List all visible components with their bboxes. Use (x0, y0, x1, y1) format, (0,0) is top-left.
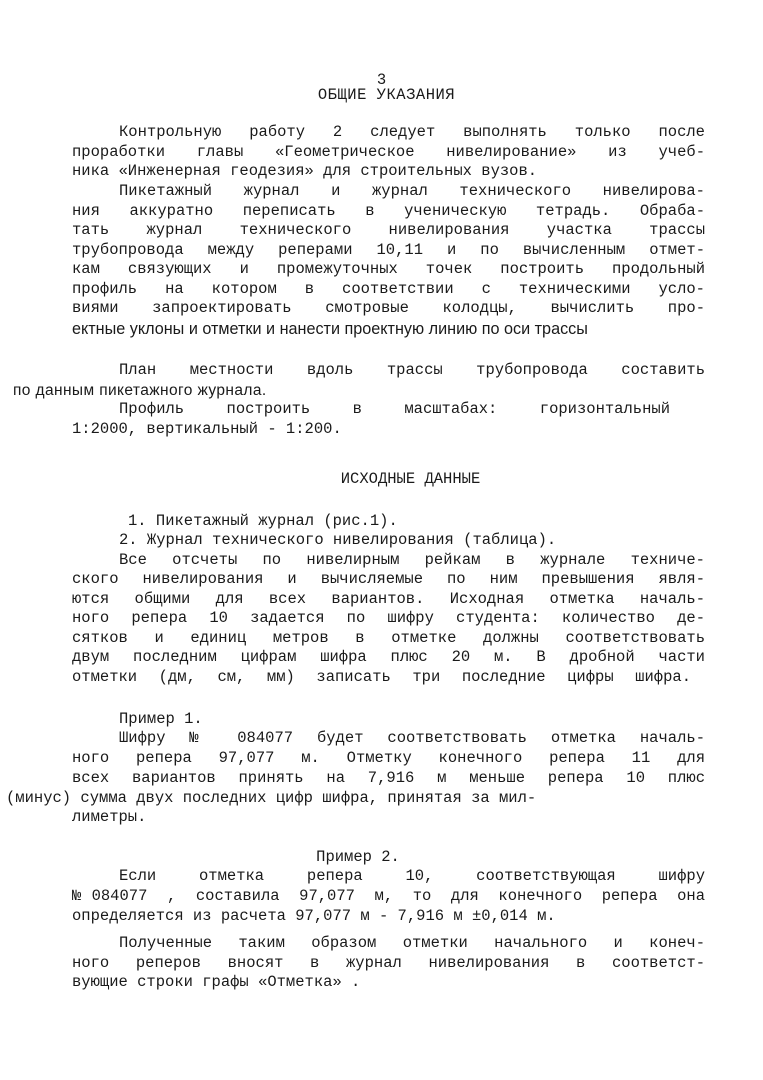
paragraph-line: трубопровода между реперами 10,11 и по вычисленным отмет- (72, 241, 705, 259)
section-heading-initial-data: ИСХОДНЫЕ ДАННЫЕ (340, 470, 481, 488)
paragraph-line: профиль на котором в соответствии с техническими усло- (72, 280, 705, 298)
paragraph-line: 1:2000, вертикальный - 1:200. (72, 420, 342, 438)
paragraph-line: Если отметка репера 10, соответствующая шифру (119, 867, 705, 885)
paragraph-line: вующие строки графы «Отметка» . (72, 973, 361, 991)
page-number: 3 (376, 71, 387, 89)
paragraph-line: кам связующих и промежуточных точек построить продольный (72, 260, 705, 278)
section-heading-general: ОБЩИЕ УКАЗАНИЯ (317, 86, 456, 104)
list-item: 2. Журнал технического нивелирования (таблица). (119, 531, 557, 549)
paragraph-line: Пикетажный журнал и журнал технического нивелирова- (119, 182, 705, 200)
paragraph-line: ного реперов вносят в журнал нивелирования в соответст- (72, 954, 705, 972)
list-item: 1. Пикетажный журнал (рис.1). (128, 512, 398, 530)
paragraph-line: №084077 , составила 97,077 м, то для конечного репера она (72, 887, 705, 905)
paragraph-line: отметки (дм, см, мм) записать три последние цифры шифра. (72, 668, 691, 686)
paragraph-line: определяется из расчета 97,077 м - 7,916 м ±0,014 м. (72, 907, 556, 925)
paragraph-line: Профиль построить в масштабах: горизонтальный (119, 400, 670, 418)
paragraph-line: лиметры. (72, 808, 147, 826)
paragraph-line: (минус) сумма двух последних цифр шифра, принятая за мил- (6, 789, 537, 807)
paragraph-line: всех вариантов принять на 7,916 м меньше репера 10 плюс (72, 769, 705, 787)
paragraph-line: тать журнал технического нивелирования участка трассы (72, 221, 705, 239)
paragraph-line: Шифру № 084077 будет соответствовать отметка началь- (119, 729, 705, 747)
paragraph-line: План местности вдоль трассы трубопровода составить (119, 361, 705, 379)
paragraph-line: ются общими для всех вариантов. Исходная отметка началь- (72, 590, 705, 608)
paragraph-line: ния аккуратно переписать в ученическую тетрадь. Обраба- (72, 202, 705, 220)
paragraph-line: ника «Инженерная геодезия» для строительных вузов. (72, 162, 538, 180)
example-title: Пример 1. (119, 710, 203, 728)
paragraph-line: двум последним цифрам шифра плюс 20 м. В дробной части (72, 648, 705, 666)
example-title: Пример 2. (316, 848, 400, 866)
paragraph-line: по данным пикетажного журнала. (13, 382, 267, 399)
paragraph-line: ектные уклоны и отметки и нанести проектную линию по оси трассы (72, 320, 588, 338)
paragraph-line: ного репера 97,077 м. Отметку конечного репера 11 для (72, 749, 705, 767)
paragraph-line: Все отсчеты по нивелирным рейкам в журнале техниче- (119, 551, 705, 569)
paragraph-line: ского нивелирования и вычисляемые по ним превышения явля- (72, 570, 705, 588)
paragraph-line: Полученные таким образом отметки начального и конеч- (119, 934, 705, 952)
paragraph-line: сятков и единиц метров в отметке должны соответствовать (72, 629, 705, 647)
paragraph-line: Контрольную работу 2 следует выполнять только после (119, 123, 705, 141)
paragraph-line: проработки главы «Геометрическое нивелирование» из учеб- (72, 143, 705, 161)
paragraph-line: виями запроектировать смотровые колодцы, вычислить про- (72, 299, 705, 317)
paragraph-line: ного репера 10 задается по шифру студента: количество де- (72, 609, 705, 627)
